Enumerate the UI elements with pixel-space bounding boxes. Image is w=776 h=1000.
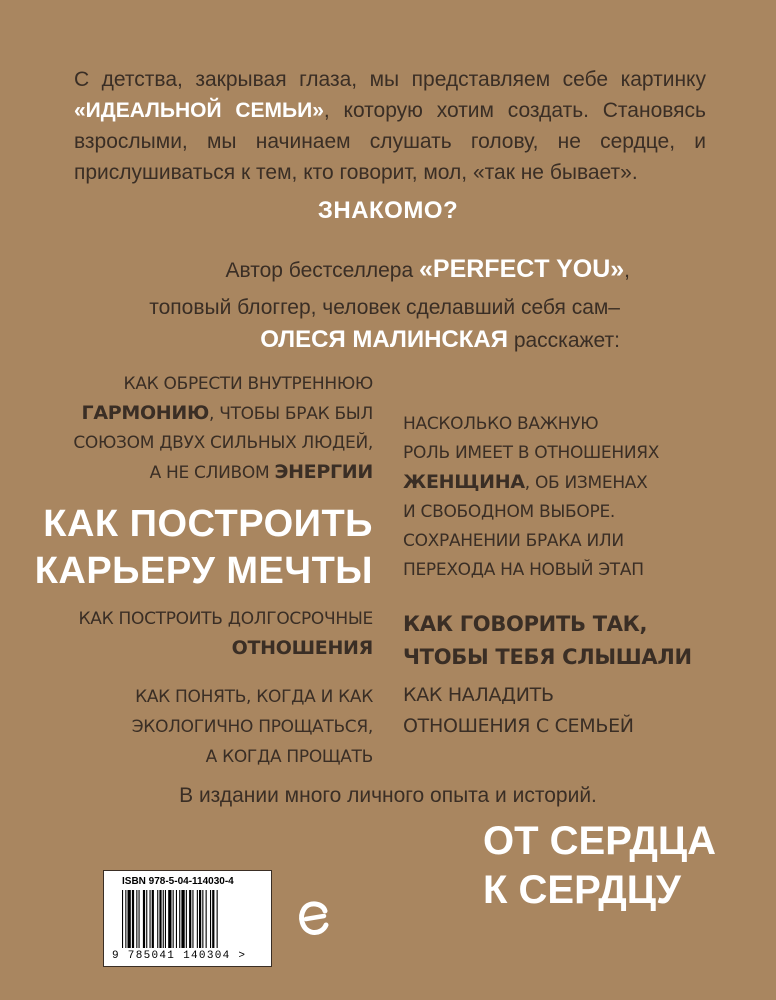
topic-relations [79,605,373,664]
author-name-line [260,326,620,354]
slogan-line1: ОТ СЕРДЦА [483,819,716,863]
familiar-heading: ЗНАКОМО? [317,197,459,224]
topic-speak [403,608,692,674]
harmony-word: ГАРМОНИЮ [81,402,210,424]
topic-relations-line2 [79,634,373,664]
ean-digits: 9 785041 140304 > [112,950,247,962]
author-name-suffix: расскажет: [507,329,620,352]
woman-word: ЖЕНЩИНА [403,471,525,493]
author-name: ОЛЕСЯ МАЛИНСКАЯ [260,326,508,353]
topic-woman-line4: И СВОБОДНОМ ВЫБОРЕ. [403,502,615,522]
book-title: «PERFECT YOU» [419,255,625,283]
topic-harmony [73,370,373,488]
barcode-bars [120,890,257,950]
slogan [483,817,716,915]
topic-harmony-line1: КАК ОБРЕСТИ ВНУТРЕННЮЮ [123,374,373,394]
tagline: В издании много личного опыта и историй. [179,784,597,807]
topic-family [403,680,634,742]
author-description: топовый блоггер, человек сделавший себя сам– [149,296,620,319]
intro-paragraph [74,64,706,188]
topic-relations-line1: КАК ПОСТРОИТЬ ДОЛГОСРОЧНЫЕ [78,609,373,629]
intro-highlight: «ИДЕАЛЬНОЙ СЕМЬИ» [74,99,324,122]
author-line [226,255,631,284]
topic-family-line2: ОТНОШЕНИЯ С СЕМЬЕЙ [403,715,634,737]
barcode-box [103,870,272,967]
topic-woman-line2: РОЛЬ ИМЕЕТ В ОТНОШЕНИЯХ [403,443,660,463]
topic-farewell-line2: ЭКОЛОГИЧНО ПРОЩАТЬСЯ, [131,717,373,737]
topic-harmony-line4-rest: А НЕ СЛИВОМ [149,463,275,483]
topic-woman-line1: НАСКОЛЬКО ВАЖНУЮ [403,414,599,434]
topic-woman-line3 [403,468,659,498]
topic-woman-line6: ПЕРЕХОДА НА НОВЫЙ ЭТАП [403,560,644,580]
topic-family-line1: КАК НАЛАДИТЬ [403,684,554,706]
relations-word: ОТНОШЕНИЯ [231,637,373,659]
intro-text-start: С детства, закрывая глаза, мы представляем себе картинку [74,68,706,91]
intro-text-end: , которую хотим создать. Становясь взрослыми, мы начинаем слушать голову, не сердце, и прислушиваться к тем, кто говорит, мол, «так не бывает». [74,99,706,184]
topic-career [35,501,373,595]
publisher-logo-icon [297,897,331,941]
author-prefix: Автор бестселлера [225,259,419,282]
topic-career-line1: КАК ПОСТРОИТЬ [43,503,373,545]
topic-harmony-line4 [73,458,373,488]
topic-career-line2: КАРЬЕРУ МЕЧТЫ [34,550,373,592]
topic-woman-line3-rest: , ОБ ИЗМЕНАХ [524,473,648,493]
topic-harmony-line3: СОЮЗОМ ДВУХ СИЛЬНЫХ ЛЮДЕЙ, [73,433,373,453]
topic-harmony-line2 [73,399,373,429]
isbn-number: ISBN 978-5-04-114030-4 [122,876,234,887]
topic-harmony-line2-rest: , ЧТОБЫ БРАК БЫЛ [209,404,373,424]
topic-speak-line1: КАК ГОВОРИТЬ ТАК, [403,612,648,636]
energy-word: ЭНЕРГИИ [274,461,373,483]
topic-woman [403,410,659,585]
topic-speak-line2: ЧТОБЫ ТЕБЯ СЛЫШАЛИ [403,645,692,669]
topic-woman-line5: СОХРАНЕНИИ БРАКА ИЛИ [403,531,624,551]
topic-farewell-line3: А КОГДА ПРОЩАТЬ [205,747,373,767]
author-suffix: , [624,259,630,282]
topic-farewell-line1: КАК ПОНЯТЬ, КОГДА И КАК [135,687,373,707]
topic-farewell [132,682,373,772]
slogan-line2: К СЕРДЦУ [483,868,681,912]
